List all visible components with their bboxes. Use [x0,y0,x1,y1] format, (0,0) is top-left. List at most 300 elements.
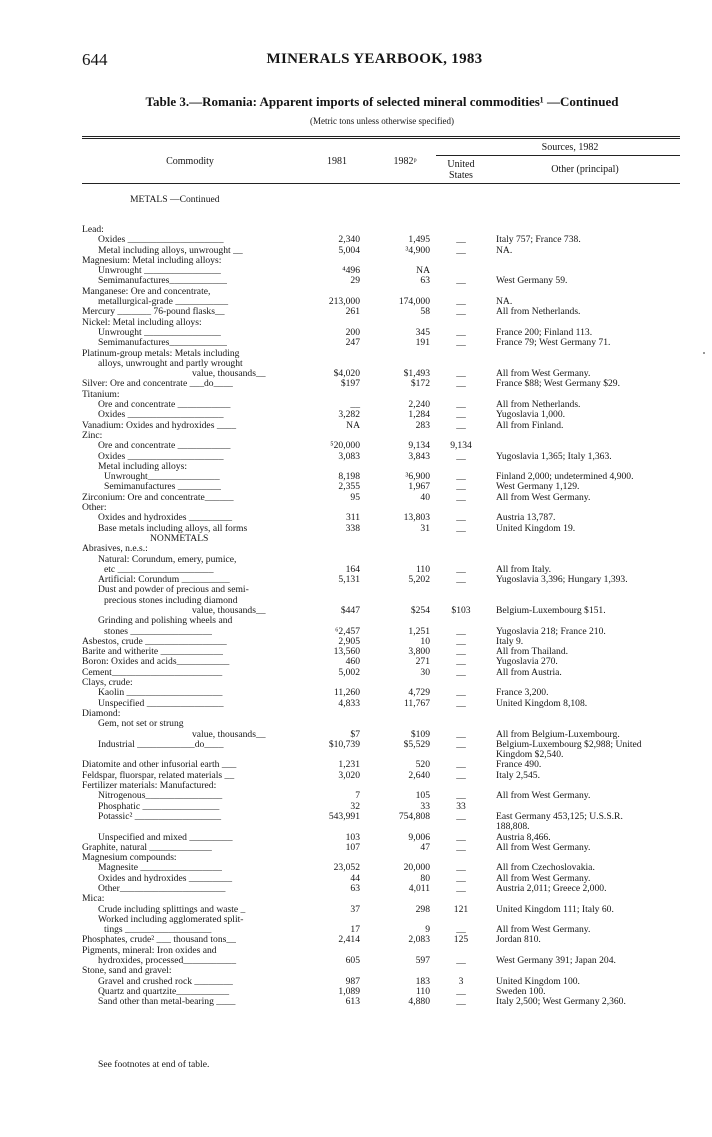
united-states-cell: __ [456,810,466,822]
commodity-cell: Fertilizer materials: Manufactured: [82,781,217,792]
value-1981-cell: 63 [350,883,360,894]
commodity-cell: Base metals including alloys, all forms [98,523,248,534]
other-sources-cell: All from Czechoslovakia. [496,863,595,874]
united-states-cell: __ [456,326,466,338]
other-sources-cell: Jordan 810. [496,935,541,946]
table-body [0,195,712,1008]
table-row [0,493,712,503]
value-1981-cell: 103 [345,831,360,843]
value-1982-cell: 520 [415,759,430,771]
value-1982-cell: 3,800 [408,646,430,658]
other-sources-cell: East Germany 453,125; U.S.S.R. [496,811,623,822]
commodity-cell: etc ____________________ [104,564,214,575]
commodity-cell: Manganese: Ore and concentrate, [82,286,211,297]
value-1981-cell: 5,002 [338,666,360,678]
col-sources-header: Sources, 1982 [541,142,599,153]
commodity-cell: Magnesium: Metal including alloys: [82,255,222,266]
top-rule-2 [82,138,680,139]
commodity-cell: Gravel and crushed rock ________ [98,976,233,987]
commodity-cell: Unwrought ________________ [98,266,221,277]
table-row [0,544,712,554]
table-row [0,884,712,894]
value-1981-cell: $447 [340,604,360,616]
table-row [0,349,712,359]
value-1981-cell: 11,260 [333,687,360,699]
value-1982-cell: $1,493 [403,368,430,380]
value-1981-cell: 13,560 [333,646,360,658]
col-1981-header: 1981 [327,156,347,167]
table-row [0,452,712,462]
commodity-cell: Cement_______________________ [82,667,223,678]
commodity-cell: Kaolin ____________________ [98,688,223,699]
commodity-cell: hydroxides, processed___________ [98,956,237,967]
commodity-cell: Diamond: [82,708,121,719]
table-subtitle: (Metric tons unless otherwise specified) [310,116,454,126]
commodity-cell: Quartz and quartzite___________ [98,986,230,997]
united-states-cell: __ [456,234,466,246]
united-states-cell: __ [456,635,466,647]
commodity-cell: Mercury _______ 76-pound flasks__ [82,307,225,318]
value-1981-cell: 32 [350,800,360,812]
commodity-cell: Phosphates, crude² ___ thousand tons__ [82,935,236,946]
value-1982-cell: $5,529 [403,738,430,750]
value-1981-cell: 2,414 [338,934,360,946]
united-states-cell: __ [456,841,466,853]
value-1981-cell: 987 [345,975,360,987]
commodity-cell: tings __________________ [104,925,212,936]
other-sources-cell: United Kingdom 19. [496,523,576,534]
other-sources-cell: All from West Germany. [496,925,591,936]
value-1981-cell: 605 [345,955,360,967]
commodity-cell: Feldspar, fluorspar, related materials __ [82,770,235,781]
commodity-cell: Nitrogenous________________ [98,791,223,802]
value-1981-cell: 3,282 [338,409,360,421]
commodity-cell: Unwrought ________________ [98,327,221,338]
value-1982-cell: 33 [420,800,430,812]
other-sources-cell: Austria 13,787. [496,513,556,524]
commodity-cell: Gem, not set or strung [98,719,184,730]
page-header [82,50,667,70]
other-sources-cell: All from Netherlands. [496,307,581,318]
running-head: MINERALS YEARBOOK, 1983 [266,51,483,67]
other-sources-cell: All from Belgium-Luxembourg. [496,729,620,740]
commodity-cell: Worked including agglomerated split- [98,914,244,925]
commodity-cell: Metal including alloys, unwrought __ [98,245,243,256]
commodity-cell: Abrasives, n.e.s.: [82,544,148,555]
table-row [0,956,712,966]
commodity-cell: Crude including splittings and waste _ [98,904,246,915]
value-1981-cell: 2,905 [338,635,360,647]
other-sources-cell: All from West Germany. [496,842,591,853]
commodity-cell: Graphite, natural _____________ [82,842,212,853]
commodity-cell: Oxides and hydroxides _________ [98,873,233,884]
united-states-cell: 9,134 [450,440,472,452]
other-sources-cell: Italy 2,545. [496,770,540,781]
commodity-cell: Unspecified ________________ [98,698,224,709]
value-1982-cell: 110 [415,985,430,997]
table-row [0,246,712,256]
other-sources-cell: France 200; Finland 113. [496,327,593,338]
value-1982-cell: 2,240 [408,399,430,411]
value-1982-cell: 183 [415,975,430,987]
united-states-cell: __ [456,769,466,781]
commodity-cell: Pigments, mineral: Iron oxides and [82,945,217,956]
united-states-cell: __ [456,996,466,1008]
value-1982-cell: 1,284 [408,409,430,421]
commodity-cell: Asbestos, crude _________________ [82,636,227,647]
united-states-cell: __ [456,574,466,586]
commodity-cell: Natural: Corundum, emery, pumice, [98,554,237,565]
other-sources-cell: All from Thailand. [496,647,569,658]
value-1982-cell: 283 [415,419,430,431]
table-footnote: See footnotes at end of table. [98,1059,210,1070]
united-states-cell: __ [456,419,466,431]
other-sources-cell: Austria 8,466. [496,832,551,843]
table-row [0,997,712,1007]
commodity-cell: Silver: Ore and concentrate ___do____ [82,379,233,390]
commodity-cell: Unwrought_______________ [104,472,220,483]
col-us-header: United States [447,159,475,181]
table-row [0,379,712,389]
united-states-cell: __ [456,862,466,874]
value-1982-cell: 1,967 [408,481,430,493]
commodity-cell: Diatomite and other infusorial earth ___ [82,760,237,771]
value-1981-cell: $7 [350,728,360,740]
other-sources-cell: France 490. [496,760,542,771]
other-sources-cell: Yugoslavia 270. [496,657,558,668]
other-sources-cell: NA. [496,245,513,256]
top-rule [82,136,680,137]
united-states-cell: __ [456,790,466,802]
other-sources-cell: All from West Germany. [496,369,591,380]
commodity-cell: Oxides ____________________ [98,235,224,246]
table-title: Table 3.—Romania: Apparent imports of selected mineral commodities¹ —Continued [145,94,619,109]
commodity-cell: Zirconium: Ore and concentrate______ [82,492,234,503]
table-row [0,534,712,544]
commodity-cell: Titanium: [82,389,120,400]
commodity-cell: Clays, crude: [82,678,133,689]
commodity-cell: value, thousands__ [192,605,266,616]
value-1982-cell: 9,006 [408,831,430,843]
value-1982-cell: 298 [415,903,430,915]
value-1982-cell: 9,134 [408,440,430,452]
united-states-cell: __ [456,296,466,308]
commodity-cell: Artificial: Corundum __________ [98,575,230,586]
value-1982-cell: 2,640 [408,769,430,781]
value-1981-cell: $4,020 [333,368,360,380]
united-states-cell: __ [456,666,466,678]
value-1981-cell: 247 [345,337,360,349]
commodity-cell: Oxides ____________________ [98,451,224,462]
sources-rule [436,155,680,156]
value-1982-cell: 1,251 [408,625,430,637]
value-1981-cell: 3,083 [338,450,360,462]
other-sources-cell: Yugoslavia 3,396; Hungary 1,393. [496,575,628,586]
value-1982-cell: 110 [415,563,430,575]
value-1981-cell: 7 [355,790,360,802]
commodity-cell: Ore and concentrate ___________ [98,441,231,452]
value-1982-cell: 4,729 [408,687,430,699]
united-states-cell: __ [456,985,466,997]
other-sources-cell: Belgium-Luxembourg $151. [496,605,606,616]
united-states-cell: __ [456,306,466,318]
value-1981-cell: 1,231 [338,759,360,771]
commodity-cell: Magnesite _________________ [98,863,222,874]
value-1981-cell: 8,198 [338,471,360,483]
commodity-cell: value, thousands__ [192,369,266,380]
commodity-cell: Unspecified and mixed _________ [98,832,233,843]
table-row [0,606,712,616]
commodity-cell: Grinding and polishing wheels and [98,616,233,627]
other-sources-cell: All from Netherlands. [496,400,581,411]
other-sources-cell: All from Austria. [496,667,562,678]
united-states-cell: __ [456,697,466,709]
other-sources-cell: Kingdom $2,540. [496,750,564,761]
commodity-cell: Potassic² __________________ [98,811,222,822]
col-other-header: Other (principal) [551,164,619,175]
other-sources-cell: West Germany 1,129. [496,482,580,493]
united-states-cell: __ [456,687,466,699]
united-states-cell: 33 [456,800,466,812]
other-sources-cell: Finland 2,000; undetermined 4,900. [496,472,634,483]
value-1981-cell: 4,833 [338,697,360,709]
other-sources-cell: Sweden 100. [496,986,546,997]
united-states-cell: __ [456,399,466,411]
value-1981-cell: ⁵20,000 [330,440,360,452]
col-commodity-header: Commodity [166,156,214,167]
value-1982-cell: 9 [425,924,430,936]
value-1981-cell: 2,340 [338,234,360,246]
united-states-cell: __ [456,275,466,287]
other-sources-cell: Belgium-Luxembourg $2,988; United [496,739,642,750]
commodity-cell: value, thousands__ [192,729,266,740]
other-sources-cell: France 3,200. [496,688,549,699]
commodity-cell: Mica: [82,894,105,905]
united-states-cell: __ [456,337,466,349]
commodity-cell: Semimanufactures _________ [104,482,221,493]
value-1982-cell: 597 [415,955,430,967]
table-row [0,709,712,719]
value-1982-cell: 754,808 [398,810,430,822]
united-states-cell: __ [456,368,466,380]
value-1981-cell: 37 [350,903,360,915]
united-states-cell: __ [456,512,466,524]
commodity-cell: Semimanufactures____________ [98,338,227,349]
united-states-cell: __ [456,491,466,503]
commodity-cell: alloys, unwrought and partly wrought [98,358,243,369]
value-1982-cell: 271 [415,656,430,668]
united-states-cell: __ [456,646,466,658]
value-1982-cell: 191 [415,337,430,349]
commodity-cell: Industrial ____________do____ [98,739,224,750]
united-states-cell: __ [456,244,466,256]
united-states-cell: __ [456,409,466,421]
united-states-cell: __ [456,522,466,534]
value-1982-cell: 10 [420,635,430,647]
commodity-cell: Phosphatic ________________ [98,801,220,812]
value-1982-cell: 4,011 [408,883,430,894]
other-sources-cell: All from West Germany. [496,791,591,802]
value-1981-cell: __ [350,399,360,411]
united-states-cell: __ [456,656,466,668]
value-1981-cell: 17 [350,924,360,936]
value-1982-cell: 3,843 [408,450,430,462]
united-states-cell: __ [456,481,466,493]
table-row [0,307,712,317]
header-bottom-rule [82,183,680,184]
value-1981-cell: 460 [345,656,360,668]
value-1981-cell: 311 [345,512,360,524]
value-1982-cell: ³4,900 [405,244,430,256]
scan-speck [703,352,705,354]
value-1982-cell: 58 [420,306,430,318]
value-1981-cell: 164 [345,563,360,575]
united-states-cell: __ [456,955,466,967]
other-sources-cell: Yugoslavia 1,000. [496,410,566,421]
value-1982-cell: 11,767 [403,697,430,709]
table-row [0,276,712,286]
commodity-cell: METALS —Continued [130,195,220,205]
value-1981-cell: $197 [340,378,360,390]
value-1982-cell: 20,000 [403,862,430,874]
united-states-cell: __ [456,738,466,750]
value-1982-cell: 105 [415,790,430,802]
other-sources-cell: Italy 757; France 738. [496,235,581,246]
value-1982-cell: $254 [410,604,430,616]
value-1981-cell: 44 [350,872,360,884]
table-row [0,208,712,225]
value-1982-cell: 1,495 [408,234,430,246]
commodity-cell: metallurgical-grade ___________ [98,297,229,308]
commodity-cell: stones _________________ [104,626,212,637]
value-1981-cell: 107 [345,841,360,853]
other-sources-cell: Austria 2,011; Greece 2,000. [496,884,607,894]
table-row [0,421,712,431]
table-row [0,740,712,750]
table-row [0,195,712,208]
other-sources-cell: All from West Germany. [496,873,591,884]
value-1982-cell: 2,083 [408,934,430,946]
value-1982-cell: ³6,900 [405,471,430,483]
commodity-cell: Other______________________ [98,884,226,894]
other-sources-cell: West Germany 59. [496,276,568,287]
value-1981-cell: 613 [345,996,360,1008]
commodity-cell: Oxides ____________________ [98,410,224,421]
value-1982-cell: NA [416,265,430,277]
united-states-cell: __ [456,728,466,740]
value-1982-cell: $109 [410,728,430,740]
united-states-cell: 3 [458,975,464,987]
value-1981-cell: ⁴496 [342,265,360,277]
value-1981-cell: 200 [345,326,360,338]
table-row [0,812,712,822]
united-states-cell: __ [456,563,466,575]
value-1981-cell: 543,991 [328,810,360,822]
other-sources-cell: France $88; West Germany $29. [496,379,621,390]
table-row [0,935,712,945]
other-sources-cell: Italy 2,500; West Germany 2,360. [496,997,626,1008]
commodity-cell: Sand other than metal-bearing ____ [98,997,236,1008]
united-states-cell: 125 [453,934,469,946]
value-1981-cell: 338 [345,522,360,534]
commodity-cell: Nickel: Metal including alloys: [82,317,202,328]
other-sources-cell: Yugoslavia 218; France 210. [496,626,606,637]
value-1981-cell: NA [346,419,360,431]
value-1981-cell: 5,004 [338,244,360,256]
commodity-cell: Barite and witherite _____________ [82,647,223,658]
table-row [0,441,712,451]
other-sources-cell: United Kingdom 111; Italy 60. [496,904,614,915]
united-states-cell: __ [456,883,466,894]
value-1982-cell: 80 [420,872,430,884]
united-states-cell: __ [456,831,466,843]
value-1981-cell: 261 [345,306,360,318]
value-1982-cell: 4,880 [408,996,430,1008]
value-1982-cell: $172 [410,378,430,390]
commodity-cell: Oxides and hydroxides _________ [98,513,233,524]
commodity-cell: Metal including alloys: [98,461,187,472]
value-1981-cell: ⁶2,457 [335,625,360,637]
table-row [0,668,712,678]
united-states-cell: 121 [453,903,469,915]
other-sources-cell: All from West Germany. [496,492,591,503]
value-1981-cell: 2,355 [338,481,360,493]
value-1982-cell: 47 [420,841,430,853]
table-row [0,822,712,832]
col-1982-header: 1982ᵖ [393,156,417,167]
value-1981-cell: 5,131 [338,574,360,586]
commodity-cell: Other: [82,503,107,514]
commodity-cell: Semimanufactures____________ [98,276,227,287]
commodity-cell: Magnesium compounds: [82,853,177,864]
united-states-cell: __ [456,471,466,483]
other-sources-cell: Italy 9. [496,636,524,647]
page-number: 644 [82,50,108,69]
table-row [0,719,712,729]
commodity-cell: precious stones including diamond [104,595,238,606]
commodity-cell: Vanadium: Oxides and hydroxides ____ [82,420,237,431]
other-sources-cell: West Germany 391; Japan 204. [496,956,616,967]
value-1981-cell: 23,052 [333,862,360,874]
united-states-cell: __ [456,759,466,771]
other-sources-cell: NA. [496,297,513,308]
commodity-cell: NONMETALS [150,533,209,544]
commodity-cell: Platinum-group metals: Metals including [82,348,240,359]
other-sources-cell: United Kingdom 8,108. [496,698,588,709]
value-1981-cell: 3,020 [338,769,360,781]
united-states-cell: __ [456,378,466,390]
value-1982-cell: 5,202 [408,574,430,586]
united-states-cell: __ [456,872,466,884]
commodity-cell: Zinc: [82,430,103,441]
other-sources-cell: 188,808. [496,822,530,833]
other-sources-cell: All from Italy. [496,564,552,575]
commodity-cell: Stone, sand and gravel: [82,966,172,977]
other-sources-cell: Yugoslavia 1,365; Italy 1,363. [496,451,612,462]
united-states-cell: __ [456,924,466,936]
other-sources-cell: United Kingdom 100. [496,976,580,987]
commodity-cell: Dust and powder of precious and semi- [98,585,249,596]
commodity-cell: Boron: Oxides and acids___________ [82,657,230,668]
table-row [0,843,712,853]
value-1981-cell: 95 [350,491,360,503]
value-1982-cell: 31 [420,522,430,534]
value-1981-cell: 1,089 [338,985,360,997]
table-row [0,585,712,595]
table-row [0,575,712,585]
united-states-cell: __ [456,450,466,462]
united-states-cell: __ [456,625,466,637]
